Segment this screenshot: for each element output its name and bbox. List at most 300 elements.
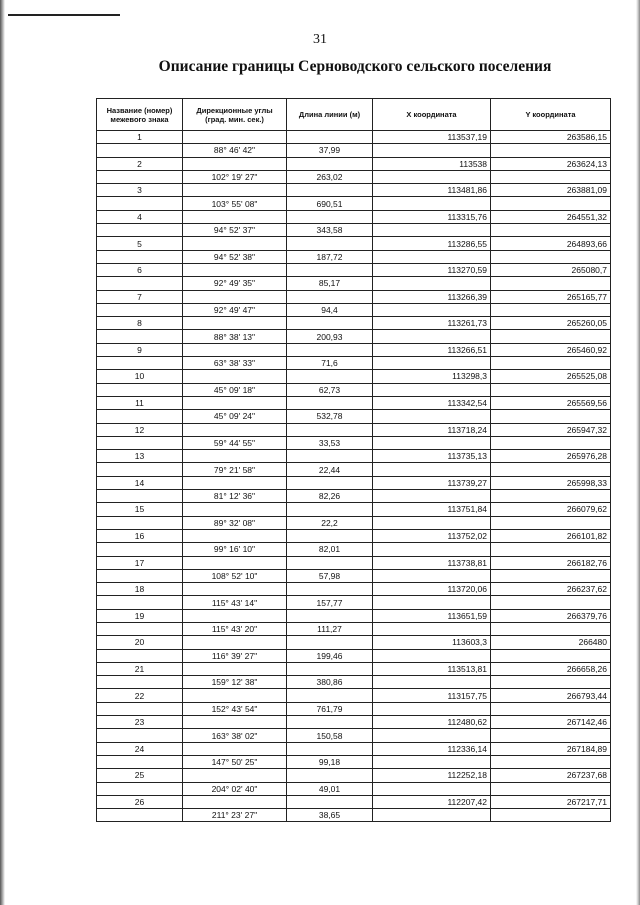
y-coordinate: 267142,46 <box>491 716 611 729</box>
empty-cell <box>491 330 611 343</box>
empty-cell <box>287 290 373 303</box>
empty-cell <box>183 370 287 383</box>
direction-angle: 81° 12' 36" <box>183 490 287 503</box>
empty-cell <box>373 197 491 210</box>
point-row <box>97 131 611 144</box>
empty-cell <box>97 569 183 582</box>
empty-cell <box>373 436 491 449</box>
point-name: 3 <box>97 184 183 197</box>
line-length: 22,2 <box>287 516 373 529</box>
empty-cell <box>183 742 287 755</box>
point-row <box>97 529 611 542</box>
point-name: 17 <box>97 556 183 569</box>
point-row <box>97 157 611 170</box>
line-length: 38,65 <box>287 809 373 822</box>
empty-cell <box>183 583 287 596</box>
empty-cell <box>287 184 373 197</box>
point-name: 1 <box>97 131 183 144</box>
empty-cell <box>183 795 287 808</box>
line-length: 49,01 <box>287 782 373 795</box>
segment-row <box>97 622 611 635</box>
empty-cell <box>287 131 373 144</box>
direction-angle: 88° 46' 42" <box>183 144 287 157</box>
x-coordinate: 113266,39 <box>373 290 491 303</box>
direction-angle: 147° 50' 25" <box>183 755 287 768</box>
direction-angle: 102° 19' 27" <box>183 170 287 183</box>
empty-cell <box>287 263 373 276</box>
point-name: 15 <box>97 503 183 516</box>
empty-cell <box>287 716 373 729</box>
x-coordinate: 113157,75 <box>373 689 491 702</box>
top-rule <box>8 14 120 16</box>
point-name: 20 <box>97 636 183 649</box>
x-coordinate: 112207,42 <box>373 795 491 808</box>
line-length: 690,51 <box>287 197 373 210</box>
empty-cell <box>97 596 183 609</box>
empty-cell <box>491 463 611 476</box>
empty-cell <box>491 809 611 822</box>
empty-cell <box>373 170 491 183</box>
page-number: 31 <box>313 32 327 47</box>
empty-cell <box>373 782 491 795</box>
segment-row <box>97 569 611 582</box>
segment-row <box>97 809 611 822</box>
line-length: 150,58 <box>287 729 373 742</box>
point-name: 21 <box>97 662 183 675</box>
empty-cell <box>373 410 491 423</box>
y-coordinate: 265525,08 <box>491 370 611 383</box>
line-length: 22,44 <box>287 463 373 476</box>
x-coordinate: 113751,84 <box>373 503 491 516</box>
empty-cell <box>183 450 287 463</box>
empty-cell <box>97 649 183 662</box>
direction-angle: 152° 43' 54" <box>183 702 287 715</box>
empty-cell <box>183 184 287 197</box>
line-length: 157,77 <box>287 596 373 609</box>
x-coordinate: 113738,81 <box>373 556 491 569</box>
y-coordinate: 263586,15 <box>491 131 611 144</box>
empty-cell <box>183 317 287 330</box>
empty-cell <box>97 197 183 210</box>
y-coordinate: 265976,28 <box>491 450 611 463</box>
empty-cell <box>373 729 491 742</box>
point-row <box>97 716 611 729</box>
empty-cell <box>491 197 611 210</box>
empty-cell <box>491 277 611 290</box>
empty-cell <box>97 463 183 476</box>
segment-row <box>97 330 611 343</box>
y-coordinate: 266793,44 <box>491 689 611 702</box>
header-length: Длина линии (м) <box>287 99 373 131</box>
empty-cell <box>491 250 611 263</box>
empty-cell <box>491 596 611 609</box>
x-coordinate: 113538 <box>373 157 491 170</box>
empty-cell <box>183 237 287 250</box>
document-title: Описание границы Серноводского сельского поселения <box>158 58 552 75</box>
segment-row <box>97 170 611 183</box>
empty-cell <box>491 649 611 662</box>
line-length: 263,02 <box>287 170 373 183</box>
point-row <box>97 636 611 649</box>
empty-cell <box>287 662 373 675</box>
direction-angle: 103° 55' 08" <box>183 197 287 210</box>
empty-cell <box>183 290 287 303</box>
empty-cell <box>183 662 287 675</box>
empty-cell <box>491 516 611 529</box>
x-coordinate: 113342,54 <box>373 396 491 409</box>
empty-cell <box>287 210 373 223</box>
y-coordinate: 266658,26 <box>491 662 611 675</box>
x-coordinate: 113261,73 <box>373 317 491 330</box>
empty-cell <box>183 636 287 649</box>
scan-edge-left <box>0 0 5 905</box>
empty-cell <box>491 410 611 423</box>
x-coordinate: 112252,18 <box>373 769 491 782</box>
point-row <box>97 317 611 330</box>
direction-angle: 94° 52' 38" <box>183 250 287 263</box>
point-row <box>97 556 611 569</box>
segment-row <box>97 463 611 476</box>
empty-cell <box>183 689 287 702</box>
empty-cell <box>97 170 183 183</box>
point-row <box>97 396 611 409</box>
line-length: 82,01 <box>287 543 373 556</box>
y-coordinate: 265080,7 <box>491 263 611 276</box>
empty-cell <box>97 755 183 768</box>
x-coordinate: 113651,59 <box>373 609 491 622</box>
direction-angle: 211° 23' 27" <box>183 809 287 822</box>
point-row <box>97 689 611 702</box>
direction-angle: 99° 16' 10" <box>183 543 287 556</box>
empty-cell <box>373 250 491 263</box>
empty-cell <box>183 529 287 542</box>
line-length: 71,6 <box>287 357 373 370</box>
direction-angle: 89° 32' 08" <box>183 516 287 529</box>
segment-row <box>97 543 611 556</box>
direction-angle: 115° 43' 14" <box>183 596 287 609</box>
point-name: 22 <box>97 689 183 702</box>
empty-cell <box>97 729 183 742</box>
point-name: 24 <box>97 742 183 755</box>
empty-cell <box>97 357 183 370</box>
y-coordinate: 267184,89 <box>491 742 611 755</box>
point-name: 25 <box>97 769 183 782</box>
empty-cell <box>97 144 183 157</box>
empty-cell <box>491 436 611 449</box>
line-length: 199,46 <box>287 649 373 662</box>
empty-cell <box>97 330 183 343</box>
line-length: 85,17 <box>287 277 373 290</box>
x-coordinate: 113298,3 <box>373 370 491 383</box>
segment-row <box>97 277 611 290</box>
table-body <box>97 131 611 822</box>
empty-cell <box>287 529 373 542</box>
line-length: 111,27 <box>287 622 373 635</box>
segment-row <box>97 596 611 609</box>
point-name: 12 <box>97 423 183 436</box>
empty-cell <box>97 250 183 263</box>
x-coordinate: 113603,3 <box>373 636 491 649</box>
point-row <box>97 662 611 675</box>
point-name: 6 <box>97 263 183 276</box>
empty-cell <box>287 795 373 808</box>
y-coordinate: 265460,92 <box>491 343 611 356</box>
empty-cell <box>183 716 287 729</box>
x-coordinate: 113315,76 <box>373 210 491 223</box>
boundary-table <box>96 98 611 822</box>
x-coordinate: 113720,06 <box>373 583 491 596</box>
point-name: 11 <box>97 396 183 409</box>
empty-cell <box>491 303 611 316</box>
line-length: 99,18 <box>287 755 373 768</box>
point-row <box>97 769 611 782</box>
empty-cell <box>287 636 373 649</box>
line-length: 343,58 <box>287 224 373 237</box>
point-name: 4 <box>97 210 183 223</box>
direction-angle: 79° 21' 58" <box>183 463 287 476</box>
empty-cell <box>97 622 183 635</box>
y-coordinate: 265998,33 <box>491 476 611 489</box>
direction-angle: 92° 49' 47" <box>183 303 287 316</box>
empty-cell <box>287 556 373 569</box>
scan-edge-right <box>636 0 640 905</box>
point-row <box>97 423 611 436</box>
empty-cell <box>287 476 373 489</box>
segment-row <box>97 303 611 316</box>
y-coordinate: 264551,32 <box>491 210 611 223</box>
y-coordinate: 266480 <box>491 636 611 649</box>
empty-cell <box>373 490 491 503</box>
y-coordinate: 266237,62 <box>491 583 611 596</box>
empty-cell <box>373 463 491 476</box>
table-header-row <box>97 99 611 131</box>
empty-cell <box>183 210 287 223</box>
segment-row <box>97 250 611 263</box>
empty-cell <box>373 676 491 689</box>
empty-cell <box>287 503 373 516</box>
y-coordinate: 267217,71 <box>491 795 611 808</box>
empty-cell <box>183 131 287 144</box>
x-coordinate: 113735,13 <box>373 450 491 463</box>
x-coordinate: 113270,59 <box>373 263 491 276</box>
empty-cell <box>97 383 183 396</box>
y-coordinate: 266079,62 <box>491 503 611 516</box>
direction-angle: 116° 39' 27" <box>183 649 287 662</box>
point-name: 9 <box>97 343 183 356</box>
empty-cell <box>97 410 183 423</box>
y-coordinate: 265260,05 <box>491 317 611 330</box>
direction-angle: 163° 38' 02" <box>183 729 287 742</box>
empty-cell <box>373 569 491 582</box>
direction-angle: 63° 38' 33" <box>183 357 287 370</box>
segment-row <box>97 729 611 742</box>
empty-cell <box>373 755 491 768</box>
line-length: 33,53 <box>287 436 373 449</box>
empty-cell <box>287 583 373 596</box>
empty-cell <box>373 224 491 237</box>
direction-angle: 88° 38' 13" <box>183 330 287 343</box>
direction-angle: 94° 52' 37" <box>183 224 287 237</box>
point-row <box>97 609 611 622</box>
point-row <box>97 210 611 223</box>
empty-cell <box>287 689 373 702</box>
empty-cell <box>183 396 287 409</box>
empty-cell <box>287 370 373 383</box>
segment-row <box>97 357 611 370</box>
x-coordinate: 113752,02 <box>373 529 491 542</box>
point-row <box>97 343 611 356</box>
line-length: 82,26 <box>287 490 373 503</box>
point-name: 8 <box>97 317 183 330</box>
empty-cell <box>491 702 611 715</box>
empty-cell <box>183 556 287 569</box>
x-coordinate: 113718,24 <box>373 423 491 436</box>
empty-cell <box>373 702 491 715</box>
empty-cell <box>183 476 287 489</box>
point-row <box>97 503 611 516</box>
empty-cell <box>97 543 183 556</box>
segment-row <box>97 490 611 503</box>
empty-cell <box>491 622 611 635</box>
y-coordinate: 265165,77 <box>491 290 611 303</box>
x-coordinate: 112480,62 <box>373 716 491 729</box>
direction-angle: 45° 09' 18" <box>183 383 287 396</box>
empty-cell <box>287 742 373 755</box>
direction-angle: 92° 49' 35" <box>183 277 287 290</box>
header-name: Название (номер) межевого знака <box>97 99 183 131</box>
segment-row <box>97 755 611 768</box>
empty-cell <box>373 543 491 556</box>
direction-angle: 108° 52' 10" <box>183 569 287 582</box>
empty-cell <box>287 343 373 356</box>
empty-cell <box>287 423 373 436</box>
empty-cell <box>287 237 373 250</box>
empty-cell <box>287 609 373 622</box>
empty-cell <box>491 569 611 582</box>
empty-cell <box>373 596 491 609</box>
empty-cell <box>491 729 611 742</box>
point-row <box>97 583 611 596</box>
empty-cell <box>373 330 491 343</box>
empty-cell <box>491 755 611 768</box>
point-name: 14 <box>97 476 183 489</box>
point-name: 5 <box>97 237 183 250</box>
empty-cell <box>97 303 183 316</box>
empty-cell <box>97 676 183 689</box>
y-coordinate: 263624,13 <box>491 157 611 170</box>
empty-cell <box>491 676 611 689</box>
x-coordinate: 113537,19 <box>373 131 491 144</box>
line-length: 94,4 <box>287 303 373 316</box>
empty-cell <box>373 357 491 370</box>
direction-angle: 204° 02' 40" <box>183 782 287 795</box>
empty-cell <box>183 157 287 170</box>
segment-row <box>97 516 611 529</box>
segment-row <box>97 782 611 795</box>
point-name: 19 <box>97 609 183 622</box>
point-row <box>97 290 611 303</box>
empty-cell <box>491 383 611 396</box>
point-name: 26 <box>97 795 183 808</box>
y-coordinate: 266101,82 <box>491 529 611 542</box>
empty-cell <box>97 436 183 449</box>
y-coordinate: 267237,68 <box>491 769 611 782</box>
segment-row <box>97 649 611 662</box>
empty-cell <box>373 622 491 635</box>
point-row <box>97 370 611 383</box>
point-name: 18 <box>97 583 183 596</box>
y-coordinate: 264893,66 <box>491 237 611 250</box>
x-coordinate: 113286,55 <box>373 237 491 250</box>
empty-cell <box>183 263 287 276</box>
point-name: 16 <box>97 529 183 542</box>
empty-cell <box>97 516 183 529</box>
empty-cell <box>373 277 491 290</box>
point-name: 10 <box>97 370 183 383</box>
empty-cell <box>373 303 491 316</box>
empty-cell <box>491 144 611 157</box>
segment-row <box>97 436 611 449</box>
point-name: 7 <box>97 290 183 303</box>
point-name: 13 <box>97 450 183 463</box>
empty-cell <box>373 649 491 662</box>
y-coordinate: 265947,32 <box>491 423 611 436</box>
empty-cell <box>287 157 373 170</box>
empty-cell <box>97 277 183 290</box>
point-row <box>97 450 611 463</box>
y-coordinate: 263881,09 <box>491 184 611 197</box>
empty-cell <box>287 769 373 782</box>
empty-cell <box>183 503 287 516</box>
direction-angle: 159° 12' 38" <box>183 676 287 689</box>
x-coordinate: 112336,14 <box>373 742 491 755</box>
empty-cell <box>183 423 287 436</box>
empty-cell <box>373 516 491 529</box>
empty-cell <box>97 490 183 503</box>
empty-cell <box>373 809 491 822</box>
point-name: 2 <box>97 157 183 170</box>
empty-cell <box>183 609 287 622</box>
line-length: 37,99 <box>287 144 373 157</box>
x-coordinate: 113739,27 <box>373 476 491 489</box>
empty-cell <box>97 809 183 822</box>
line-length: 761,79 <box>287 702 373 715</box>
empty-cell <box>287 396 373 409</box>
empty-cell <box>491 224 611 237</box>
empty-cell <box>491 490 611 503</box>
line-length: 532,78 <box>287 410 373 423</box>
empty-cell <box>97 782 183 795</box>
point-row <box>97 184 611 197</box>
header-y: Y координата <box>491 99 611 131</box>
segment-row <box>97 702 611 715</box>
line-length: 62,73 <box>287 383 373 396</box>
point-name: 23 <box>97 716 183 729</box>
point-row <box>97 795 611 808</box>
segment-row <box>97 383 611 396</box>
empty-cell <box>491 543 611 556</box>
y-coordinate: 265569,56 <box>491 396 611 409</box>
empty-cell <box>287 317 373 330</box>
line-length: 200,93 <box>287 330 373 343</box>
x-coordinate: 113481,86 <box>373 184 491 197</box>
empty-cell <box>373 383 491 396</box>
direction-angle: 59° 44' 55" <box>183 436 287 449</box>
segment-row <box>97 197 611 210</box>
segment-row <box>97 676 611 689</box>
empty-cell <box>491 357 611 370</box>
segment-row <box>97 410 611 423</box>
